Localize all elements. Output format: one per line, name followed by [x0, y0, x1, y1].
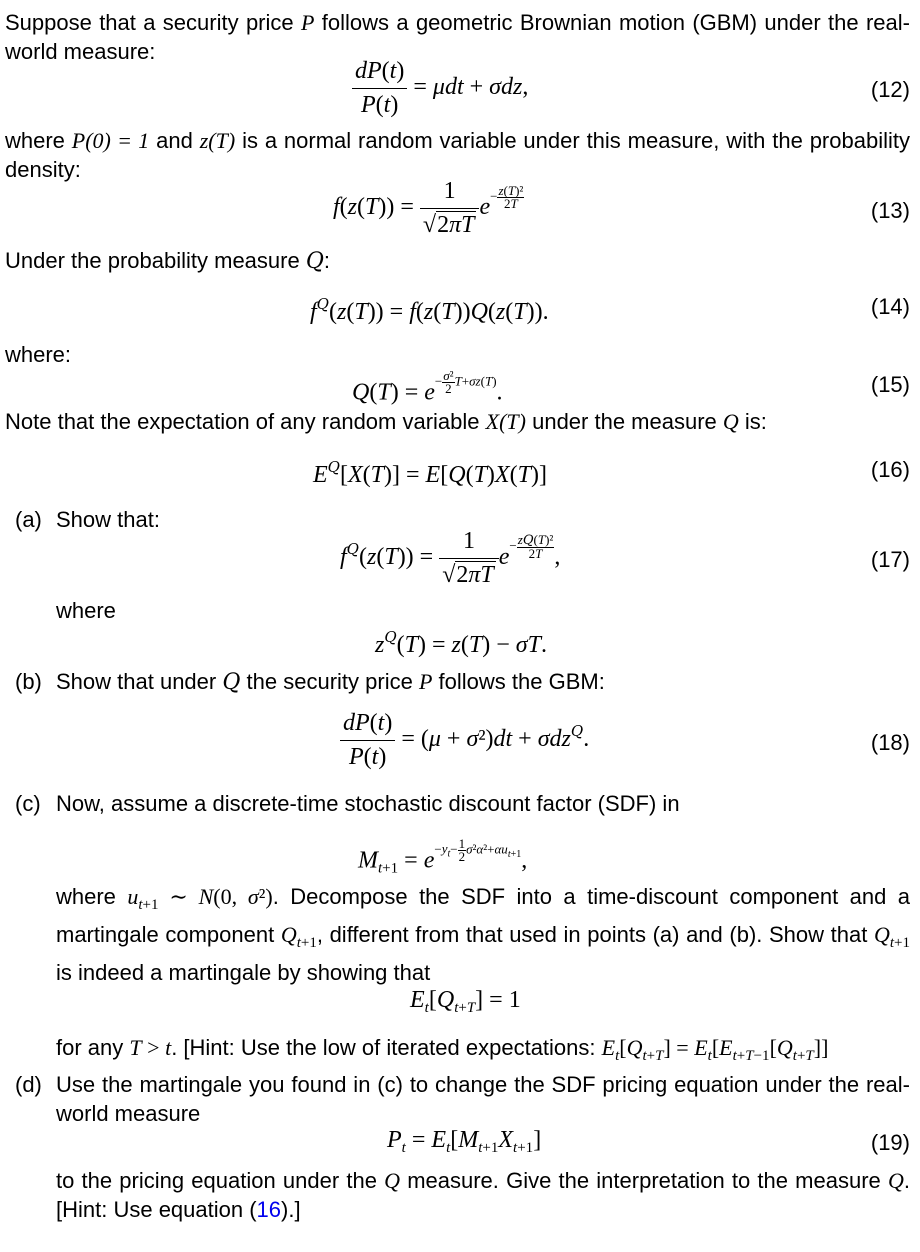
part-a-text: Show that: — [56, 507, 160, 532]
part-c-label: (c) — [15, 791, 41, 816]
equation-13: f(z(T)) = $\frac{1}{√2\pi T}$ e− $\frac{\text{z(T)²}}{2T}$ — [333, 178, 524, 238]
equation-zQ: $z^Q(T) = z(T) - \sigma T$. — [375, 628, 547, 658]
text: for any — [56, 1035, 124, 1060]
measure-Q: Q — [222, 670, 241, 695]
text: follows the GBM: — [438, 669, 605, 694]
equation-number-13: (13) — [870, 198, 910, 223]
equation-link-16[interactable]: 16 — [256, 1197, 282, 1222]
equation-number-14: (14) — [870, 294, 910, 319]
equation-number-12: (12) — [870, 77, 910, 102]
text: is a normal random variable under this measure, with the probability density: — [5, 128, 910, 182]
part-a-where: where — [56, 598, 116, 623]
intro-text-b: follows a geometric Brownian motion (GBM) under the real-world measure: — [5, 10, 910, 64]
equation-number-17: (17) — [870, 547, 910, 572]
note-paragraph — [5, 407, 910, 436]
under-Q-line — [5, 246, 910, 276]
math-zT: z(T) — [199, 128, 236, 153]
equation-16: $E^Q[X(T)] = E[Q(T)X(T)]$ — [313, 458, 547, 488]
part-a-label: (a) — [15, 507, 42, 532]
equation-12: $\frac{dP(t)}{P(t)}$ = μdt + σdz, — [352, 58, 528, 119]
colon: : — [323, 248, 331, 273]
part-c-text1: Now, assume a discrete-time stochastic discount factor (SDF) in — [56, 791, 680, 816]
equation-number-19: (19) — [870, 1130, 910, 1155]
var-P: P — [300, 10, 315, 35]
text: . [Hint: Use the low of iterated expectations: — [171, 1035, 596, 1060]
where-label: where: — [5, 342, 72, 367]
part-b-label: (b) — [15, 669, 42, 694]
text: measure. Give the interpretation to the measure — [407, 1168, 881, 1193]
equation-19: $P_t = E_t[M_{t+1}X_{t+1}]$ — [387, 1127, 542, 1156]
text: the security price — [246, 669, 413, 694]
text: under the measure — [532, 409, 717, 434]
equation-number-16: (16) — [870, 457, 910, 482]
equation-martingale: $E_t[Q_{t+T}] = 1$ — [410, 987, 521, 1016]
text: and — [156, 128, 193, 153]
math-Q: Q — [887, 1168, 904, 1193]
text: is indeed a martingale by showing that — [56, 960, 431, 985]
equation-18: $\frac{dP(t)}{P(t)}$ = (μ + σ²)dt + σdz$^Q$. — [340, 710, 589, 771]
math-P0: P(0) = 1 — [71, 128, 150, 153]
text: where — [5, 128, 65, 153]
measure-Q: Q — [305, 249, 324, 274]
text: ).] — [281, 1197, 301, 1222]
text: Show that under — [56, 669, 217, 694]
part-d-text1: Use the martingale you found in (c) to change the SDF pricing equation under the real-world measure — [56, 1072, 910, 1126]
equation-15: Q(T) = e− $\frac{\text{σ²}}{2}$ T+σz(T). — [352, 368, 503, 406]
equation-14: $f^Q(z(T)) = f(z(T))Q(z(T))$. — [310, 295, 549, 325]
math-XT: X(T) — [485, 409, 526, 434]
part-c-text2: where $u_{t+1}$ ∼ N(0, σ²). Decompose the SDF into a time-discount component and a martingale component $Q_{t+1}$, different from that used in points (a) and (b). Show that $Q_{t+1}$ is indeed a martingale by showing that — [56, 884, 910, 985]
equation-number-18: (18) — [870, 730, 910, 755]
var-P: P — [418, 669, 433, 694]
text: Under the probability measure — [5, 248, 300, 273]
paragraph-after-12 — [5, 126, 910, 184]
part-c-text3: for any T > t. [Hint: Use the low of iterated expectations: $E_t[Q_{t+T}] = E_t[E_{t+T-1}[Q_{t+T}]]$ — [56, 1035, 829, 1064]
intro-text: Suppose that a security price — [5, 10, 294, 35]
equation-number-15: (15) — [870, 372, 910, 397]
text: is: — [744, 409, 767, 434]
text: . [Hint: Use equation ( — [56, 1168, 910, 1222]
text: to the pricing equation under the — [56, 1168, 377, 1193]
part-d-text2 — [56, 1166, 910, 1224]
equation-17: $f^Q(z(T))$ = $\frac{1}{√2\pi T}$ e− $\frac{\text{zQ(T)²}}{2T}$ , — [340, 528, 561, 588]
text: Note that the expectation of any random variable — [5, 409, 480, 434]
part-d-label: (d) — [15, 1072, 42, 1097]
equation-SDF: $M_{t+1} = e-y_t-$ $\frac{1}{2}$ $\sigma^2\alpha^2+\alpha u_{t+1}$, — [358, 836, 528, 877]
part-b-text — [56, 667, 910, 697]
math-Q: Q — [384, 1168, 401, 1193]
text: . Decompose the SDF into a time-discount component and a martingale component — [56, 884, 910, 947]
math-Q: Q — [722, 409, 739, 434]
text: where — [56, 884, 116, 909]
text: , different from that used in points (a) and (b). Show that — [316, 922, 868, 947]
